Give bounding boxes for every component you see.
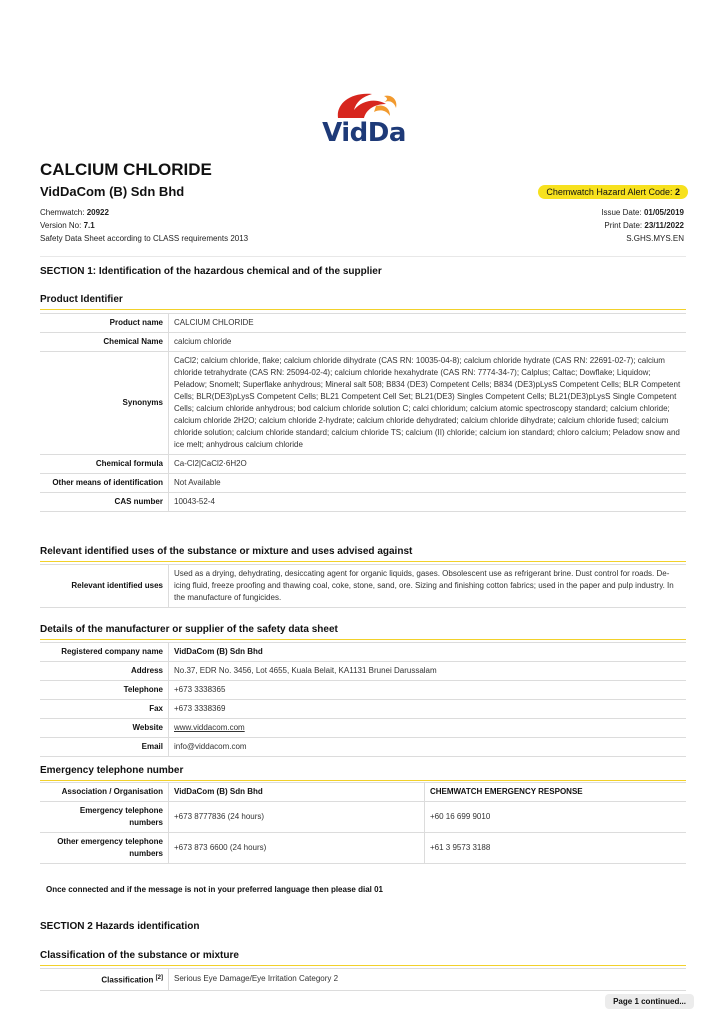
row-label: Address <box>40 662 169 681</box>
row-value: +673 8777836 (24 hours) <box>169 802 425 833</box>
row-label: Email <box>40 738 169 757</box>
col-header: Association / Organisation <box>40 783 169 802</box>
row-value: CaCl2; calcium chloride, flake; calcium chloride dihydrate (CAS RN: 10035-04-8); calcium chloride hydrate (CAS RN: 22691-02-7); calcium chloride tetrahydrate (CAS RN: 25094-02-4); calcium chloride hexahydrate (CAS RN: 7774-34-7); Calplus; Caltac; Dowflake; Liquidow; Peladow; Snomelt; Superflake anhydrous; Mineral salt 508; B834 (DE3) Competent Cells; B834 (DE3)pLysS Competent Cells; BLR Competent Cells; BLR(DE3)pLysS Competent Cells; BL21 Competent Cell Set; BL21(DE3) Singles Competent Cells; BL21(DE3)pLysS Single Competent Cells; calcium chloride anhydrous; bod calcium chloride solution C; calci chloridum; calcium atomic spectroscopy standard; calcium chloride; calcium chloride 2H2O; calcium chloride 2-hydrate; calcium chloride dehydrated; calcium chloride dihydrate; calcium chloride fused; calcium chloride solution; calcium chloride standard; calcium chloride TS; calcium (II) chloride; calcium ion standard; chloro calcium; Peladow snow and ice melt; anhydrous calcium chloride <box>169 352 687 455</box>
table-row <box>40 565 686 608</box>
row-value: +61 3 9573 3188 <box>425 833 687 864</box>
meta-right <box>601 206 684 245</box>
row-value: Serious Eye Damage/Eye Irritation Category 2 <box>169 969 687 991</box>
issue-value: 01/05/2019 <box>643 208 684 217</box>
manufacturer-heading: Details of the manufacturer or supplier of the safety data sheet <box>40 624 686 640</box>
row-label: Fax <box>40 700 169 719</box>
product-title: CALCIUM CHLORIDE <box>40 160 212 179</box>
hazard-alert-badge <box>538 185 688 199</box>
chemwatch-value: 20922 <box>86 208 109 217</box>
row-value: calcium chloride <box>169 333 687 352</box>
row-label: Synonyms <box>40 352 169 455</box>
logo-text: VidDa <box>322 118 406 148</box>
section2-title: SECTION 2 Hazards identification <box>40 921 200 932</box>
table-row <box>40 493 686 512</box>
chemwatch-label: Chemwatch: <box>40 208 85 217</box>
classification-heading: Classification of the substance or mixture <box>40 950 686 966</box>
row-label <box>40 969 169 991</box>
table-row <box>40 662 686 681</box>
version-value: 7.1 <box>83 221 95 230</box>
col-header: CHEMWATCH EMERGENCY RESPONSE <box>425 783 687 802</box>
uses-table <box>40 564 686 608</box>
emergency-note: Once connected and if the message is not in your preferred language then please dial 01 <box>46 885 383 894</box>
print-value: 23/11/2022 <box>644 221 684 230</box>
vidda-logo <box>314 88 414 150</box>
page-footer: Page 1 continued... <box>605 994 694 1009</box>
meta-left <box>40 206 248 245</box>
row-value: +673 873 6600 (24 hours) <box>169 833 425 864</box>
company-name: VidDaCom (B) Sdn Bhd <box>40 184 185 199</box>
product-identifier-table <box>40 313 686 512</box>
row-value: +673 3338365 <box>169 681 687 700</box>
table-row <box>40 719 686 738</box>
table-row <box>40 314 686 333</box>
row-label: Telephone <box>40 681 169 700</box>
emergency-table <box>40 782 686 864</box>
table-row <box>40 969 686 991</box>
classification-ref: [2] <box>155 975 163 981</box>
classification-table <box>40 968 686 991</box>
hazard-code: 2 <box>674 187 680 197</box>
table-row <box>40 802 686 833</box>
table-row <box>40 833 686 864</box>
row-value: VidDaCom (B) Sdn Bhd <box>169 643 687 662</box>
flame-icon <box>314 88 414 122</box>
row-value: Used as a drying, dehydrating, desiccating agent for organic liquids, gases. Obsolescent use as refrigerant brine. Dust control for roads. De-icing fluid, freeze proofing and thawing coal, coke, stone, sand, ore. Sizing and finishing cotton fabrics; used in the paper and pulp industry. In the manufacture of fungicides. <box>169 565 687 608</box>
row-label: Other means of identification <box>40 474 169 493</box>
row-value: Not Available <box>169 474 687 493</box>
sds-note: Safety Data Sheet according to CLASS requirements 2013 <box>40 234 249 243</box>
table-row <box>40 738 686 757</box>
website-link[interactable]: www.viddacom.com <box>169 719 687 738</box>
hazard-label: Chemwatch Hazard Alert Code: <box>546 187 673 197</box>
row-value: +60 16 699 9010 <box>425 802 687 833</box>
row-label: Relevant identified uses <box>40 565 169 608</box>
print-label: Print Date: <box>604 221 643 230</box>
section1-title: SECTION 1: Identification of the hazardous chemical and of the supplier <box>40 256 686 277</box>
table-row <box>40 352 686 455</box>
table-row <box>40 700 686 719</box>
row-label: Registered company name <box>40 643 169 662</box>
row-label: Chemical formula <box>40 455 169 474</box>
email-value: info@viddacom.com <box>169 738 687 757</box>
issue-label: Issue Date: <box>601 208 642 217</box>
row-label: CAS number <box>40 493 169 512</box>
table-row <box>40 643 686 662</box>
table-row <box>40 783 686 802</box>
row-value: No.37, EDR No. 3456, Lot 4655, Kuala Belait, KA1131 Brunei Darussalam <box>169 662 687 681</box>
row-label: Other emergency telephone numbers <box>40 833 169 864</box>
table-row <box>40 333 686 352</box>
classification-label: Classification <box>101 975 154 985</box>
row-value: Ca-Cl2|CaCl2·6H2O <box>169 455 687 474</box>
table-row <box>40 474 686 493</box>
row-value: 10043-52-4 <box>169 493 687 512</box>
version-label: Version No: <box>40 221 82 230</box>
table-row <box>40 455 686 474</box>
row-label: Product name <box>40 314 169 333</box>
row-label: Emergency telephone numbers <box>40 802 169 833</box>
row-label: Website <box>40 719 169 738</box>
doc-code: S.GHS.MYS.EN <box>626 234 684 243</box>
row-label: Chemical Name <box>40 333 169 352</box>
uses-heading: Relevant identified uses of the substance or mixture and uses advised against <box>40 546 686 562</box>
product-identifier-heading: Product Identifier <box>40 294 686 310</box>
row-value: CALCIUM CHLORIDE <box>169 314 687 333</box>
row-value: +673 3338369 <box>169 700 687 719</box>
manufacturer-table <box>40 642 686 757</box>
emergency-heading: Emergency telephone number <box>40 765 686 781</box>
table-row <box>40 681 686 700</box>
col-header: VidDaCom (B) Sdn Bhd <box>169 783 425 802</box>
